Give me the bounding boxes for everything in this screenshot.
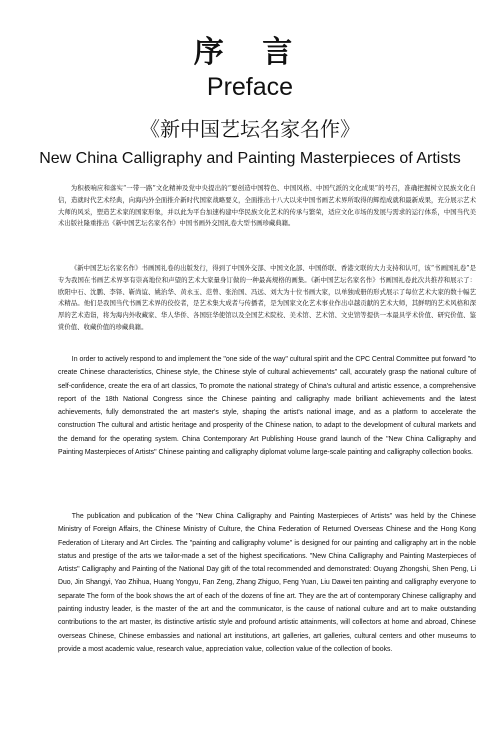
book-title-english: New China Calligraphy and Painting Masterpieces of Artists — [39, 150, 461, 167]
paragraph-text: 为积极响应和落实“一带一路”文化精神及党中央提出的“要创造中国特色、中国风格、中国气派的文化成果”的号召，准确把握树立民族文化自信，造就时代艺术经典，向海内外全面推介新时代国家战略要义，全面推出十八大以来中国书画艺术界所取得的辉煌成就和最新成果，充分展示艺术大师的风采，塑造艺术家的国家形象，并以此为平台加速构建中华民族文化艺术的传承与繁荣，适应文化市场的发展与需求的运行体系，中国当代美术出版社隆重推出《新中国艺坛名家名作》中国书画外交国礼卷大型书画珍藏典籍。 — [58, 184, 476, 228]
paragraph-text: The publication and publication of the "New China Calligraphy and Painting Masterpieces of Artists" was held by the Chinese Ministry of Foreign Affairs, the Chinese Ministry of Culture, the China Federation of Returned Overseas Chinese and the Hong Kong Federation of Literary and Art Circles. The "painting and calligraphy volume" is designed for our painting and calligraphy art in the noble status and prestige of the arts we tailor-made a set of the highest specifications. "New China Calligraphy and Painting Masterpieces of Artists" Calligraphy and Painting of the National Day gift of the total recommended and demonstrated: Ouyang Zhongshi, Shen Peng, Li Duo, Jin Shangyi, Yao Zhihua, Huang Yongyu, Fan Zeng, Zhang Zhiguo, Feng Yuan, Liu Dawei ten painting and calligraphy everyone to separate The form of the book shows the art of each of the dozens of fine art. They are the art of contemporary Chinese calligraphy and painting industry leader, is the master of the art and the communicator, is the cause of national culture and art to make outstanding contributions to the art master, its distinctive artistic style and profound artistic attainments, will collectors at home and abroad, Chinese overseas Chinese, Chinese embassies and national art institutions, art galleries, art galleries, cultural centers and other museums to provide a most academic value, research value, appreciation value, collection value of the collection of books. — [58, 513, 476, 653]
english-paragraph-2 — [58, 510, 476, 656]
title-chinese: 序 言 — [193, 35, 307, 70]
book-title-chinese: 《新中国艺坛名家名作》 — [140, 117, 360, 141]
english-paragraph-1 — [58, 353, 476, 459]
paragraph-text: 《新中国艺坛名家名作》书画国礼卷的出版发行，得到了中国外交部、中国文化部、中国侨联、香港文联的大力支持和认可，该“书画国礼卷”是专为我国在书画艺术界享有崇高地位和声望的艺术大家量身订做的一种最高规格的画集。《新中国艺坛名家名作》书画国礼卷此次共推荐和展示了：欧阳中石、沈鹏、李铎、靳尚谊、姚治华、黄永玉、范曾、张治国、冯远、刘大为十位书画大家，以单独成册的形式展示了每位艺术大家的数十幅艺术精品。他们是我国当代书画艺术界的佼佼者，是艺术集大成者与传播者，是为国家文化艺术事业作出卓越贡献的艺术大师，其鲜明的艺术风格和深厚的艺术造诣，将为海内外收藏家、华人华侨、各国驻华使馆以及全国艺术院校、美术馆、艺术馆、文史馆等提供一本最具学术价值、研究价值、鉴赏价值、收藏价值的珍藏典籍。 — [58, 264, 476, 331]
chinese-paragraph-2 — [58, 263, 476, 334]
chinese-paragraph-1 — [58, 183, 476, 230]
paragraph-text: In order to actively respond to and implement the "one side of the way" cultural spirit and the CPC Central Committee put forward "to create Chinese characteristics, Chinese style, the Chinese style of cultural achievements" call, accurately grasp the national culture of self-confidence, create the era of art classics, To promote the national strategy of China's cultural and artistic essence, a comprehensive report of the 18th National Congress since the Chinese painting and calligraphy made brilliant achievements and the latest achievements, fully demonstrated the art master's style, shaping the artist's national image, and as a platform to accelerate the construction The cultural and artistic heritage and prosperity of the Chinese nation, to adapt to the development of cultural markets and the demand for the operating system. China Contemporary Art Publishing House grand launch of the "New China Calligraphy and Painting Masterpieces of Artists" Chinese painting and calligraphy diplomat volume large-scale painting and calligraphy collection books. — [58, 356, 476, 457]
title-english: Preface — [206, 73, 294, 101]
